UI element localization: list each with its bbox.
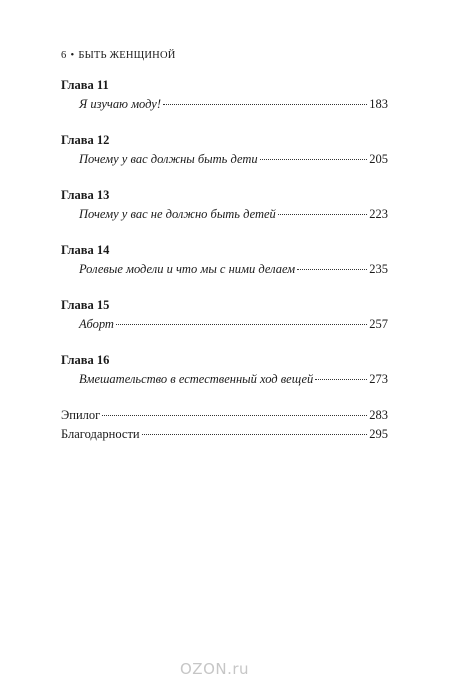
toc-entry-acknowledgements[interactable] [61, 425, 388, 444]
toc-chapter-16 [61, 351, 388, 389]
toc-chapter-13 [61, 186, 388, 224]
toc-entry[interactable] [61, 150, 388, 169]
chapter-page-number: 273 [369, 372, 388, 386]
chapter-page-number: 223 [369, 207, 388, 221]
dot-leader [116, 324, 367, 325]
dot-leader [297, 269, 367, 270]
dot-leader [163, 104, 367, 105]
dot-leader [260, 159, 368, 160]
toc-entry[interactable] [61, 370, 388, 389]
running-head-bullet: • [70, 50, 75, 61]
chapter-label: Глава 11 [61, 78, 109, 92]
toc-chapter-12 [61, 131, 388, 169]
chapter-page-number: 257 [369, 317, 388, 331]
chapter-label: Глава 16 [61, 353, 110, 367]
chapter-title: Я изучаю моду! [79, 97, 162, 111]
toc-entry[interactable] [61, 205, 388, 224]
acknowledgements-page-number: 295 [369, 427, 388, 441]
toc-chapter-14 [61, 241, 388, 279]
dot-leader [102, 415, 367, 416]
chapter-page-number: 235 [369, 262, 388, 276]
chapter-page-number: 183 [369, 97, 388, 111]
back-matter [61, 406, 388, 444]
running-head [61, 50, 176, 61]
chapter-label: Глава 15 [61, 298, 110, 312]
toc-chapter-11 [61, 76, 388, 114]
chapter-label: Глава 14 [61, 243, 110, 257]
dot-leader [315, 379, 367, 380]
chapter-title: Почему у вас должны быть дети [79, 152, 258, 166]
dot-leader [142, 434, 368, 435]
dot-leader [278, 214, 367, 215]
watermark: OZON.ru [180, 660, 250, 678]
table-of-contents [61, 76, 388, 444]
chapter-title: Почему у вас не должно быть детей [79, 207, 276, 221]
chapter-title: Вмешательство в естественный ход вещей [79, 372, 314, 386]
chapter-page-number: 205 [369, 152, 388, 166]
toc-entry[interactable] [61, 95, 388, 114]
acknowledgements-title: Благодарности [61, 427, 140, 441]
chapter-title: Ролевые модели и что мы с ними делаем [79, 262, 296, 276]
page-number: 6 [61, 50, 67, 61]
epilogue-page-number: 283 [369, 408, 388, 422]
chapter-label: Глава 13 [61, 188, 110, 202]
toc-chapter-15 [61, 296, 388, 334]
toc-entry[interactable] [61, 315, 388, 334]
book-title: БЫТЬ ЖЕНЩИНОЙ [78, 50, 176, 61]
toc-entry-epilogue[interactable] [61, 406, 388, 425]
chapter-title: Аборт [79, 317, 114, 331]
toc-entry[interactable] [61, 260, 388, 279]
chapter-label: Глава 12 [61, 133, 110, 147]
epilogue-title: Эпилог [61, 408, 101, 422]
